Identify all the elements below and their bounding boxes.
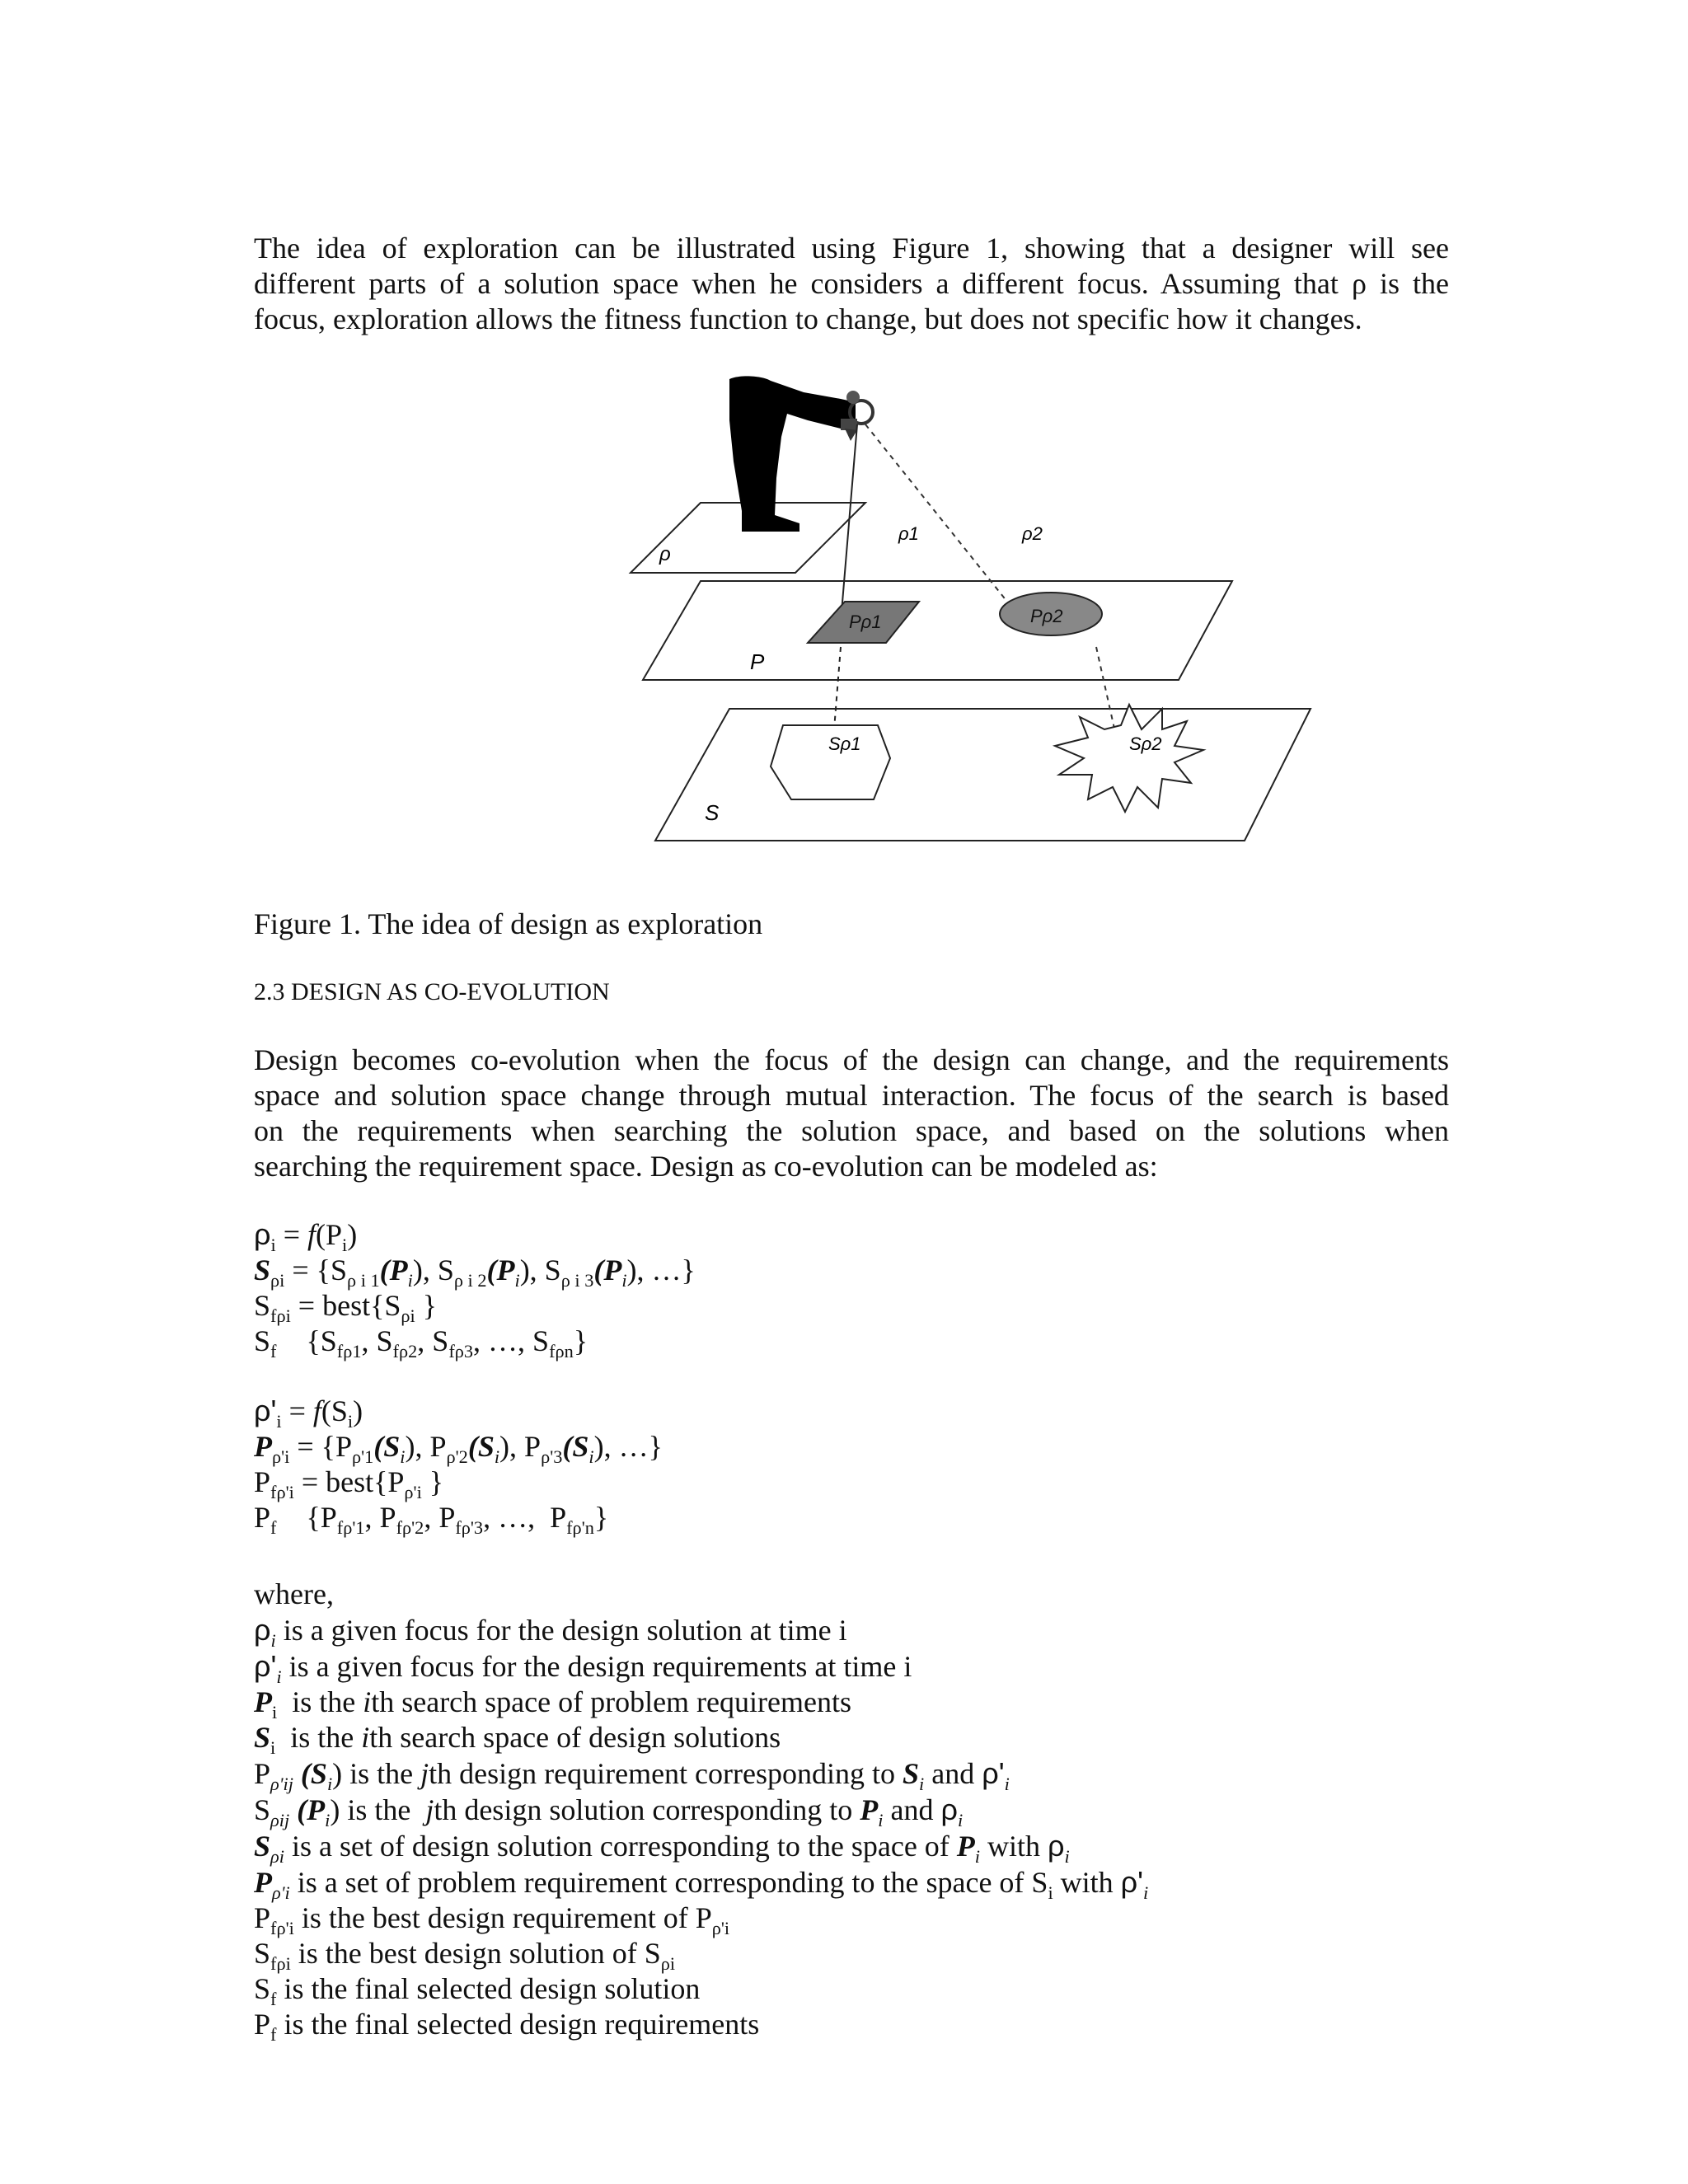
definition-item: $S_{f\rho i}$ is the best design solution of $S_{\rho i}$: [254, 1937, 676, 1975]
requirement-plane: [643, 581, 1232, 680]
definition-item: $P_{f\rho'i}$ is the best design requirement of $P_{\rho'i}$: [254, 1901, 730, 1939]
solution-plane-label: S: [705, 800, 720, 825]
requirement-equations: [254, 1393, 1449, 1539]
body-line: space and solution space change through mutual interaction. The focus of the search is based: [254, 1079, 1449, 1112]
solution-region-2-label: Sρ2: [1129, 733, 1162, 754]
requirement-region-2-label: Pρ2: [1030, 606, 1063, 626]
equation-best-requirement: $P_{f\rho'i}$ = $best\{P_{\rho'i}$ }: [254, 1465, 444, 1503]
ray-label-rho2: ρ2: [1022, 523, 1043, 544]
equation-focus-solution: $\rho_i = f(P_i)$: [254, 1217, 358, 1256]
definition-item: $P_f$ is the final selected design requirements: [254, 2008, 760, 2046]
section-heading: 2.3 DESIGN AS CO-EVOLUTION: [254, 978, 610, 1005]
definition-item: $P_{\rho'i}$ is a set of problem requirement corresponding to the space of $S_i$ with $\rho'_i$: [254, 1865, 1149, 1904]
intro-line: The idea of exploration can be illustrated using Figure 1, showing that a designer will see: [254, 232, 1449, 265]
definition-item: $\rho'_i$ is a given focus for the design requirements at time i: [254, 1649, 912, 1688]
ray-label-rho1: ρ1: [898, 523, 919, 544]
body-line: on the requirements when searching the solution space, and based on the solutions when: [254, 1114, 1449, 1147]
definition-item: $S_f$ is the final selected design solution: [254, 1972, 701, 2010]
definition-item: $S_i$ is the ith search space of design solutions: [254, 1721, 781, 1759]
body-line: searching the requirement space. Design as co-evolution can be modeled as:: [254, 1150, 1158, 1183]
figure-caption: Figure 1. The idea of design as exploration: [254, 907, 763, 940]
where-label: where,: [254, 1577, 334, 1610]
solution-equations: [254, 1216, 1449, 1362]
requirement-plane-label: P: [750, 649, 765, 674]
intro-paragraph: [254, 231, 1449, 337]
solution-region-1-label: Sρ1: [828, 733, 861, 754]
focus-plane-label: ρ: [659, 543, 671, 565]
requirement-region-1-label: Pρ1: [849, 612, 882, 632]
definition-item: $\rho_i$ is a given focus for the design solution at time i: [254, 1613, 847, 1652]
equation-final-solution: $S_f$ {$S_{f\rho 1}$, $S_{f\rho 2}$, $S_{f\rho 3}$, …, $S_{f\rho n}$}: [254, 1324, 588, 1362]
intro-line: focus, exploration allows the fitness function to change, but does not specific how it changes.: [254, 302, 1362, 335]
definition-item: $S_{\rho ij}$ $(P_i)$ is the jth design solution corresponding to $P_i$ and $\rho_i$: [254, 1793, 964, 1831]
solution-plane: [655, 709, 1311, 841]
definitions-list: [254, 1577, 1449, 2046]
intro-line: different parts of a solution space when he considers a different focus. Assuming that ρ is the: [254, 267, 1449, 300]
body-line: Design becomes co-evolution when the focus of the design can change, and the requirements: [254, 1043, 1449, 1076]
exploration-figure: [593, 363, 1319, 857]
definition-item: $S_{\rho i}$ is a set of design solution corresponding to the space of $P_i$ with $\rho_i$: [254, 1829, 1070, 1868]
equation-solution-set: $S_{\rho i} = \{S_{\rho i 1}(P_i)$, $S_{\rho i 2}(P_i)$, $S_{\rho i 3}(P_i)$, …}: [254, 1254, 696, 1291]
definition-item: $P_{\rho'ij}$ $(S_i)$ is the jth design requirement corresponding to $S_i$ and $\rho'_i$: [254, 1756, 1010, 1795]
definition-item: $P_i$ is the ith search space of problem requirements: [254, 1685, 851, 1723]
body-paragraph: [254, 1043, 1449, 1184]
equation-final-requirement: $P_f$ {$P_{f\rho'1}$, $P_{f\rho'2}$, $P_{f\rho'3}$, …, $P_{f\rho'n}$}: [254, 1501, 609, 1539]
equation-best-solution: $S_{f\rho i}$ = $best\{S_{\rho i}$ }: [254, 1289, 438, 1327]
equation-requirement-set: $P_{\rho'i} = \{P_{\rho'1}(S_i)$, $P_{\rho'2}(S_i)$, $P_{\rho'3}(S_i)$, …}: [254, 1430, 663, 1468]
equation-focus-requirement: $\rho'_i = f(S_i)$: [254, 1394, 363, 1432]
